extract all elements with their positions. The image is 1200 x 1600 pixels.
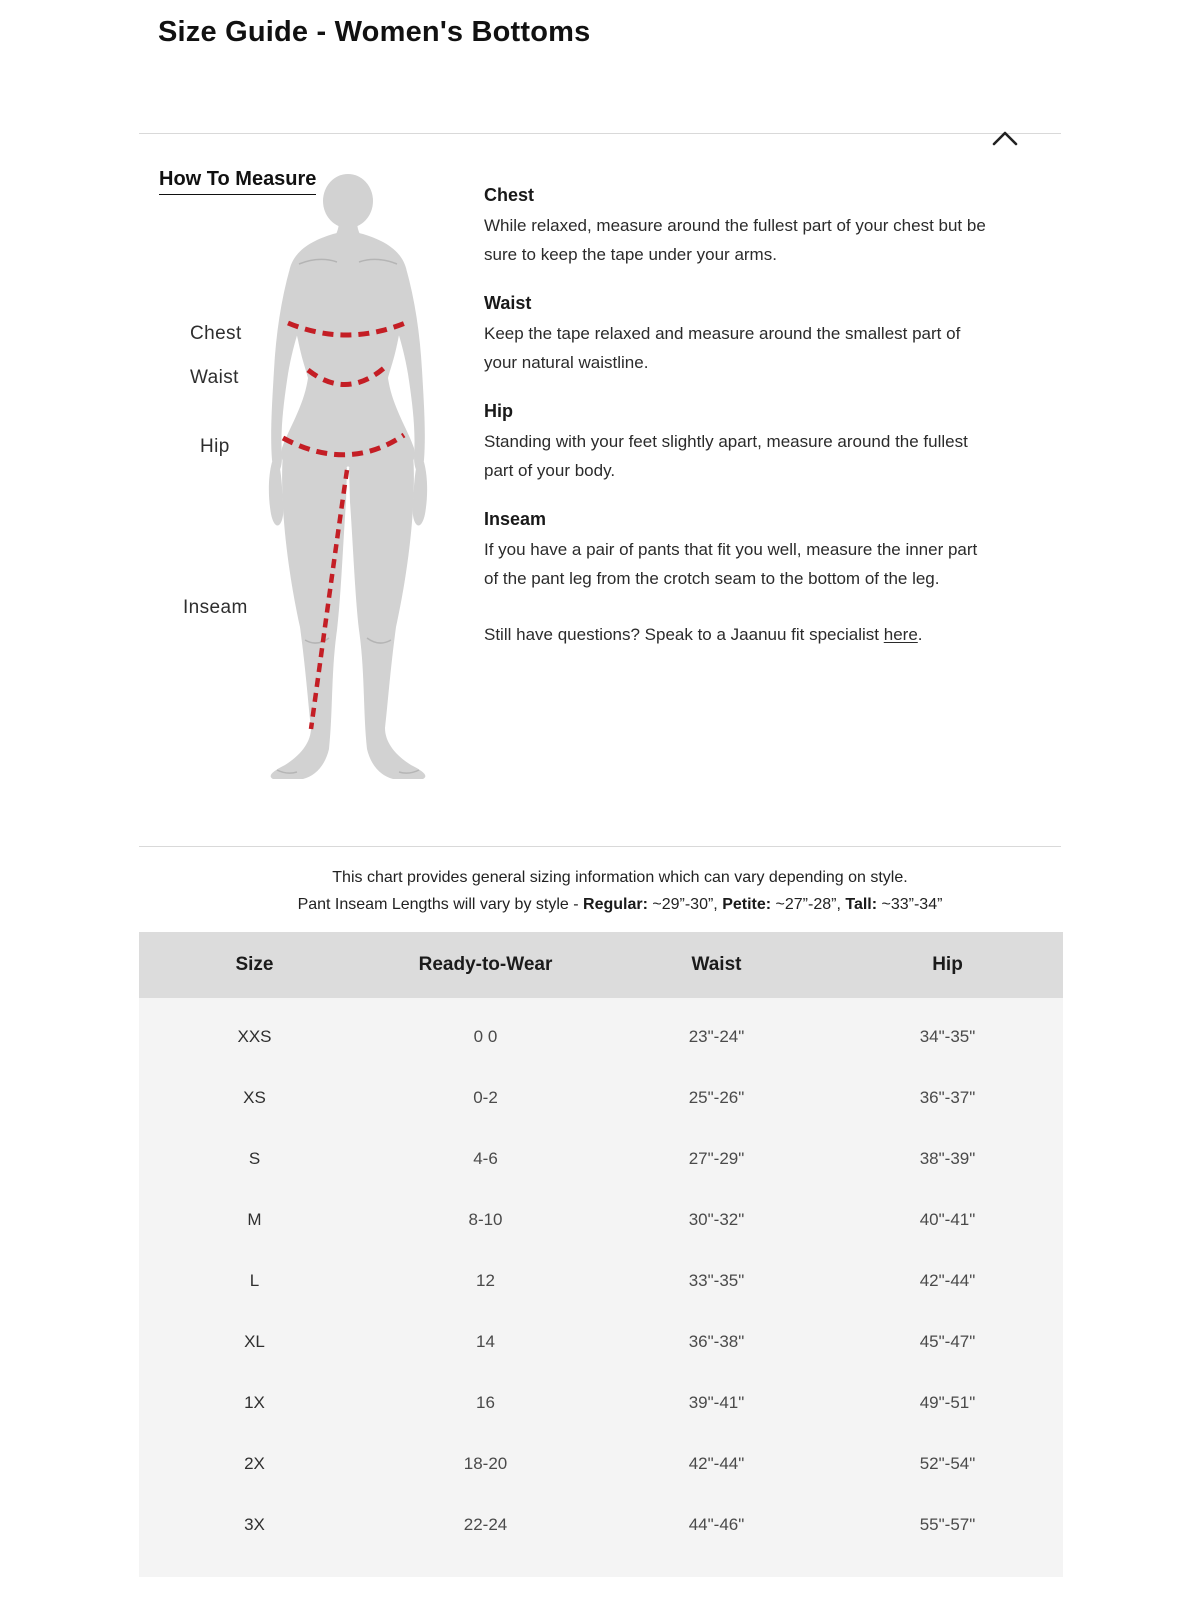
note2-petite-label: Petite: bbox=[722, 896, 772, 913]
hip-cell: 45"-47" bbox=[919, 1331, 976, 1351]
note2-tall-label: Tall: bbox=[845, 896, 878, 913]
size-cell: 1X bbox=[244, 1392, 265, 1412]
section-body-line: Keep the tape relaxed and measure around the smallest part of bbox=[484, 324, 961, 343]
figure-label-waist: Waist bbox=[190, 367, 239, 388]
figure-label-inseam: Inseam bbox=[183, 597, 248, 618]
section-body-line: Standing with your feet slightly apart, measure around the fullest bbox=[484, 432, 968, 451]
body-measurement-figure bbox=[263, 172, 433, 780]
table-row bbox=[139, 1189, 1063, 1250]
how-to-measure-heading[interactable]: How To Measure bbox=[159, 168, 316, 195]
waist-cell: 33"-35" bbox=[688, 1270, 745, 1290]
fit-specialist-note bbox=[484, 625, 923, 645]
section-title: Waist bbox=[484, 293, 532, 313]
divider bbox=[139, 846, 1061, 847]
waist-cell: 25"-26" bbox=[688, 1087, 745, 1107]
figure-label-chest: Chest bbox=[190, 323, 242, 344]
column-header-ready-to-wear: Ready-to-Wear bbox=[418, 954, 553, 975]
section-body-line: of the pant leg from the crotch seam to the bottom of the leg. bbox=[484, 569, 940, 588]
table-body bbox=[139, 998, 1063, 1577]
page-title: Size Guide - Women's Bottoms bbox=[158, 16, 591, 48]
chart-note-1: This chart provides general sizing information which can vary depending on style. bbox=[332, 869, 908, 886]
size-cell: 2X bbox=[244, 1453, 265, 1473]
hip-cell: 55"-57" bbox=[919, 1514, 976, 1534]
note2-tall-value: ~33”-34” bbox=[877, 896, 943, 913]
section-body-line: If you have a pair of pants that fit you well, measure the inner part bbox=[484, 540, 978, 559]
rtw-cell: 16 bbox=[476, 1392, 495, 1412]
rtw-cell: 22-24 bbox=[463, 1514, 508, 1534]
note2-petite-value: ~27”-28”, bbox=[771, 896, 846, 913]
size-cell: S bbox=[248, 1148, 261, 1168]
table-row bbox=[139, 1311, 1063, 1372]
waist-cell: 23"-24" bbox=[688, 1026, 745, 1046]
size-cell: 3X bbox=[244, 1514, 265, 1534]
hip-cell: 34"-35" bbox=[919, 1026, 976, 1046]
section-title: Chest bbox=[484, 185, 535, 205]
fit-specialist-link[interactable]: here bbox=[883, 625, 918, 644]
rtw-cell: 12 bbox=[476, 1270, 495, 1290]
section-body-line: part of your body. bbox=[484, 461, 616, 480]
size-chart-table bbox=[139, 932, 1063, 1577]
note2-regular-value: ~29”-30”, bbox=[647, 896, 723, 913]
size-cell: L bbox=[249, 1270, 260, 1290]
table-header-row bbox=[139, 932, 1063, 998]
rtw-cell: 0-2 bbox=[473, 1087, 498, 1107]
hip-cell: 38"-39" bbox=[919, 1148, 976, 1168]
chevron-up-icon[interactable] bbox=[991, 130, 1019, 147]
measure-section-inseam bbox=[484, 509, 1029, 593]
table-row bbox=[139, 1433, 1063, 1494]
rtw-cell: 18-20 bbox=[463, 1453, 508, 1473]
rtw-cell: 14 bbox=[476, 1331, 495, 1351]
rtw-cell: 8-10 bbox=[468, 1209, 503, 1229]
hip-cell: 36"-37" bbox=[919, 1087, 976, 1107]
chart-note-2 bbox=[160, 896, 1080, 914]
section-body-line: your natural waistline. bbox=[484, 353, 649, 372]
measure-section-hip bbox=[484, 401, 1029, 485]
size-cell: XL bbox=[244, 1331, 265, 1351]
rtw-cell: 4-6 bbox=[473, 1148, 498, 1168]
waist-cell: 36"-38" bbox=[688, 1331, 745, 1351]
table-row bbox=[139, 1067, 1063, 1128]
waist-cell: 30"-32" bbox=[688, 1209, 745, 1229]
note2-regular-label: Regular: bbox=[583, 896, 648, 913]
divider bbox=[139, 133, 1061, 134]
waist-cell: 27"-29" bbox=[688, 1148, 745, 1168]
table-row bbox=[139, 1250, 1063, 1311]
figure-left-hand bbox=[269, 461, 284, 526]
measure-section-waist bbox=[484, 293, 1029, 377]
measure-section-chest bbox=[484, 185, 1029, 269]
section-title: Hip bbox=[484, 401, 513, 421]
figure-right-hand bbox=[413, 461, 428, 526]
figure-label-hip: Hip bbox=[200, 436, 230, 457]
column-header-hip: Hip bbox=[932, 954, 963, 975]
size-cell: XS bbox=[243, 1087, 266, 1107]
fit-specialist-text: Still have questions? Speak to a Jaanuu fit specialist bbox=[484, 625, 884, 644]
note2-prefix: Pant Inseam Lengths will vary by style - bbox=[297, 896, 584, 913]
table-row bbox=[139, 1006, 1063, 1067]
hip-cell: 40"-41" bbox=[919, 1209, 976, 1229]
section-body-line: While relaxed, measure around the fullest part of your chest but be bbox=[484, 216, 986, 235]
hip-cell: 49"-51" bbox=[919, 1392, 976, 1412]
table-row bbox=[139, 1494, 1063, 1555]
rtw-cell: 0 0 bbox=[473, 1026, 498, 1046]
waist-cell: 42"-44" bbox=[688, 1453, 745, 1473]
waist-cell: 44"-46" bbox=[688, 1514, 745, 1534]
section-body-line: sure to keep the tape under your arms. bbox=[484, 245, 777, 264]
column-header-size: Size bbox=[235, 954, 274, 975]
column-header-waist: Waist bbox=[691, 954, 742, 975]
table-row bbox=[139, 1372, 1063, 1433]
size-cell: XXS bbox=[237, 1026, 272, 1046]
size-cell: M bbox=[247, 1209, 262, 1229]
hip-cell: 42"-44" bbox=[919, 1270, 976, 1290]
section-title: Inseam bbox=[484, 509, 547, 529]
fit-specialist-text-suffix: . bbox=[917, 625, 923, 644]
hip-cell: 52"-54" bbox=[919, 1453, 976, 1473]
waist-cell: 39"-41" bbox=[688, 1392, 745, 1412]
figure-torso bbox=[281, 232, 414, 481]
table-row bbox=[139, 1128, 1063, 1189]
